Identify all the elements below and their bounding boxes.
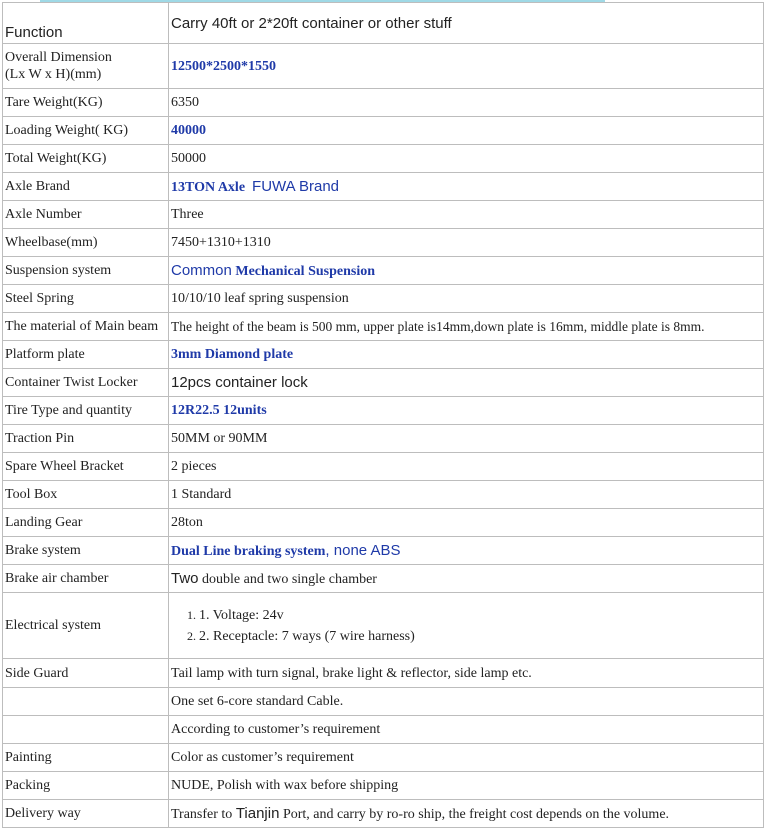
row-label: Electrical system [3,593,169,659]
row-value: One set 6-core standard Cable. [169,688,764,716]
table-row [3,425,764,453]
row-value [169,565,764,593]
row-value: 6350 [169,89,764,117]
row-value: 50MM or 90MM [169,425,764,453]
row-label: Steel Spring [3,285,169,313]
row-value: 12R22.5 12units [169,397,764,425]
row-label: Painting [3,744,169,772]
table-row [3,173,764,201]
table-row [3,201,764,229]
list-item: 2. 2. Receptacle: 7 ways (7 wire harness) [199,626,763,647]
row-label [3,688,169,716]
spec-table [2,2,764,828]
row-label: Container Twist Locker [3,369,169,397]
row-value: Three [169,201,764,229]
row-value: 12pcs container lock [169,369,764,397]
table-row [3,369,764,397]
row-label [3,44,169,89]
table-row [3,481,764,509]
row-label: Delivery way [3,800,169,828]
table-row [3,229,764,257]
table-row [3,772,764,800]
table-row [3,800,764,828]
row-label-line: (Lx W x H)(mm) [5,67,102,82]
table-row [3,145,764,173]
row-value [169,173,764,201]
electrical-list [171,605,763,647]
row-label: Loading Weight( KG) [3,117,169,145]
row-value: 10/10/10 leaf spring suspension [169,285,764,313]
row-value: According to customer’s requirement [169,716,764,744]
row-value [169,537,764,565]
axle-brand: FUWA Brand [252,177,339,195]
row-value: 1 Standard [169,481,764,509]
suspension-mechanical: Mechanical S [235,263,316,279]
delivery-prefix: Transfer to [171,806,236,822]
row-value: 28ton [169,509,764,537]
table-row [3,285,764,313]
brake-dual-line: Dual Line braking system [171,543,326,559]
row-label: Function [3,3,169,44]
row-label: Brake air chamber [3,565,169,593]
row-label: Brake system [3,537,169,565]
row-label: Packing [3,772,169,800]
list-item: 1. 1. Voltage: 24v [199,605,763,626]
table-row [3,659,764,688]
brake-abs: , none ABS [325,541,401,559]
row-label: Spare Wheel Bracket [3,453,169,481]
row-value: Tail lamp with turn signal, brake light & reflector, side lamp etc. [169,659,764,688]
table-row [3,744,764,772]
row-value: 12500*2500*1550 [169,44,764,89]
row-label: Landing Gear [3,509,169,537]
table-row [3,89,764,117]
row-value: 7450+1310+1310 [169,229,764,257]
chamber-two: Two [171,569,199,587]
delivery-rest: Port, and carry by ro-ro ship, the freight cost depends on the volume. [279,806,670,822]
row-label: Total Weight(KG) [3,145,169,173]
table-row [3,313,764,341]
table-row [3,341,764,369]
suspension-rest: uspension [315,263,376,279]
row-value: 50000 [169,145,764,173]
row-value [169,257,764,285]
row-value: 3mm Diamond plate [169,341,764,369]
row-label: The material of Main beam [3,313,169,341]
table-row [3,117,764,145]
table-row [3,453,764,481]
suspension-common: Common [171,261,232,279]
row-value [169,800,764,828]
table-row [3,537,764,565]
row-value: 40000 [169,117,764,145]
row-label: Axle Brand [3,173,169,201]
row-label: Tare Weight(KG) [3,89,169,117]
table-row [3,3,764,44]
table-row [3,509,764,537]
row-value: Carry 40ft or 2*20ft container or other stuff [169,3,764,44]
row-label-line: Overall Dimension [5,50,112,65]
chamber-rest: double and two single chamber [198,571,377,587]
table-row [3,716,764,744]
row-label: Side Guard [3,659,169,688]
axle-tonnage: 13TON Axle [171,179,246,195]
row-label: Suspension system [3,257,169,285]
row-value [169,593,764,659]
table-row [3,593,764,659]
row-label [3,716,169,744]
row-label: Traction Pin [3,425,169,453]
row-label: Tool Box [3,481,169,509]
row-label: Tire Type and quantity [3,397,169,425]
row-value: 2 pieces [169,453,764,481]
row-label: Wheelbase(mm) [3,229,169,257]
row-value: Color as customer’s requirement [169,744,764,772]
row-value: The height of the beam is 500 mm, upper plate is14mm,down plate is 16mm, middle plate is 8mm. [169,313,764,341]
table-row [3,257,764,285]
delivery-port: Tianjin [235,804,280,822]
table-row [3,44,764,89]
row-label: Platform plate [3,341,169,369]
row-label: Axle Number [3,201,169,229]
row-value: NUDE, Polish with wax before shipping [169,772,764,800]
table-row [3,565,764,593]
table-row [3,397,764,425]
table-row [3,688,764,716]
